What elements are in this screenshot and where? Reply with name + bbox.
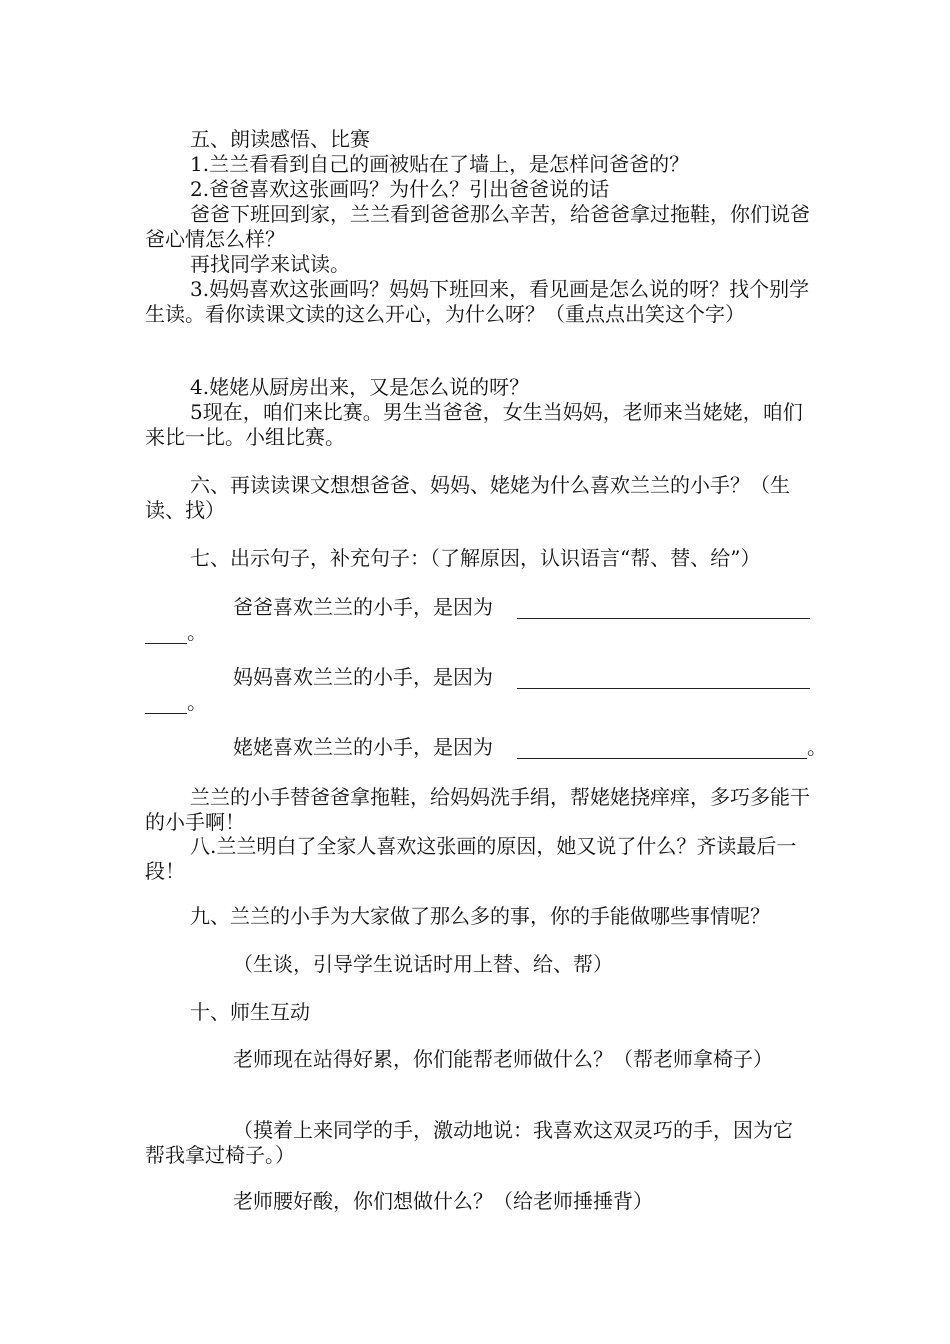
fill-blank-grandma-period: 。	[807, 735, 827, 759]
section5-question-5: 5现在，咱们来比赛。男生当爸爸，女生当妈妈，老师来当姥姥，咱们来比一比。小组比赛。	[145, 400, 803, 449]
fill-blank-mom-period: 。	[187, 690, 207, 714]
section10-heading: 十、师生互动	[190, 1000, 310, 1024]
section7-summary: 兰兰的小手替爸爸拿拖鞋，给妈妈洗手绢，帮姥姥挠痒痒，多巧多能干的小手啊！	[145, 785, 810, 834]
fill-blank-dad	[145, 595, 810, 647]
section7-heading: 七、出示句子，补充句子：（了解原因，认识语言“帮、替、给”）	[190, 546, 761, 570]
section5-retry: 再找同学来试读。	[190, 252, 350, 276]
fill-blank-dad-period: 。	[187, 620, 207, 644]
fill-blank-grandma-label: 姥姥喜欢兰兰的小手，是因为	[233, 735, 493, 759]
section6-paragraph: 六、再读读课文想想爸爸、妈妈、姥姥为什么喜欢兰兰的小手？（生读、找）	[145, 473, 790, 522]
section5-question-1: 1.兰兰看看到自己的画被贴在了墙上，是怎样问爸爸的？	[190, 152, 690, 176]
section9-paragraph: 九、兰兰的小手为大家做了那么多的事，你的手能做哪些事情呢？	[190, 904, 770, 928]
section9-note: （生谈，引导学生说话时用上替、给、帮）	[233, 952, 613, 976]
fill-blank-mom	[145, 665, 810, 717]
section5-question-2: 2.爸爸喜欢这张画吗？为什么？引出爸爸说的话	[190, 177, 610, 201]
fill-blank-dad-label: 爸爸喜欢兰兰的小手，是因为	[233, 595, 493, 619]
section10-line-3: 老师腰好酸，你们想做什么？（给老师捶捶背）	[233, 1189, 653, 1213]
section10-line-1: 老师现在站得好累，你们能帮老师做什么？（帮老师拿椅子）	[233, 1047, 773, 1071]
fill-blank-grandma-line	[517, 758, 807, 759]
fill-blank-mom-line-cont	[145, 713, 187, 714]
section5-question-3: 3.妈妈喜欢这张画吗？妈妈下班回来，看见画是怎么说的呀？找个别学生读。看你读课文读的这么开心，为什么呀？（重点点出笑这个字）	[145, 277, 810, 326]
section5-question-4: 4.姥姥从厨房出来，又是怎么说的呀？	[190, 375, 530, 399]
fill-blank-dad-line	[517, 618, 810, 619]
fill-blank-dad-line-cont	[145, 643, 187, 644]
fill-blank-grandma	[145, 735, 827, 787]
fill-blank-mom-label: 妈妈喜欢兰兰的小手，是因为	[233, 665, 493, 689]
section8-paragraph: 八.兰兰明白了全家人喜欢这张画的原因，她又说了什么？齐读最后一段！	[145, 834, 797, 883]
fill-blank-mom-line	[517, 688, 810, 689]
section10-line-2: （摸着上来同学的手，激动地说：我喜欢这双灵巧的手，因为它帮我拿过椅子。）	[145, 1118, 793, 1167]
section5-dad-paragraph: 爸爸下班回到家，兰兰看到爸爸那么辛苦，给爸爸拿过拖鞋，你们说爸爸心情怎么样？	[145, 202, 810, 251]
section5-heading: 五、朗读感悟、比赛	[190, 127, 370, 151]
